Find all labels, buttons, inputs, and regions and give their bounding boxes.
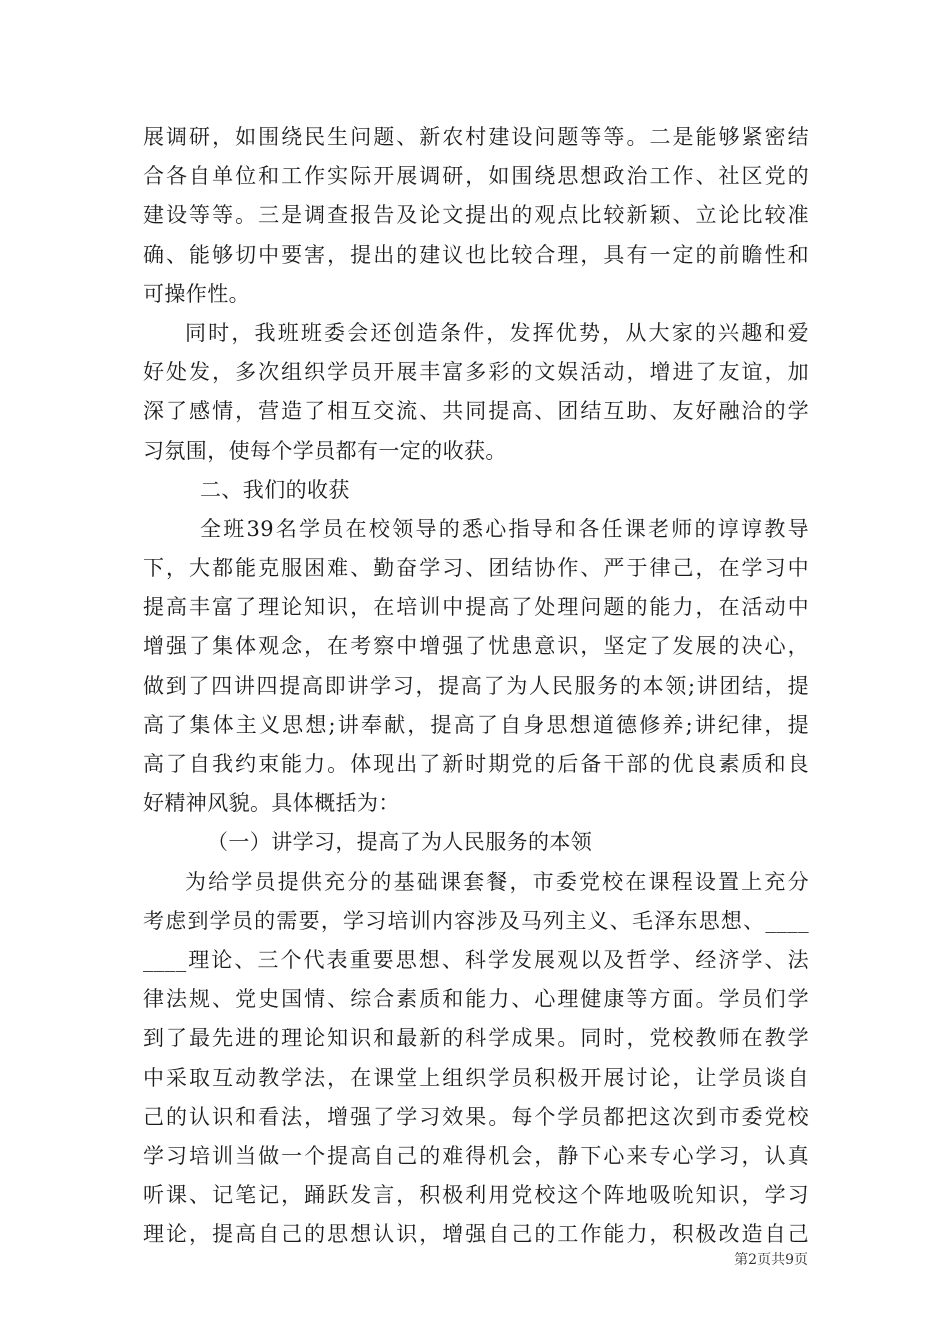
- page-number: 第2页共9页: [734, 1252, 808, 1268]
- text-line: 学习培训当做一个提高自己的难得机会，静下心来专心学习，认真: [143, 1143, 809, 1168]
- text-line: 好处发，多次组织学员开展丰富多彩的文娱活动，增进了友谊，加: [143, 360, 809, 385]
- text-line: 同时，我班班委会还创造条件，发挥优势，从大家的兴趣和爱: [185, 320, 809, 345]
- text-line: 提高丰富了理论知识，在培训中提高了处理问题的能力，在活动中: [143, 595, 809, 620]
- text-line: （一）讲学习，提高了为人民服务的本领: [207, 830, 593, 855]
- text-line: 听课、记笔记，踊跃发言，积极利用党校这个阵地吸吮知识，学习: [143, 1183, 809, 1208]
- text-line: 深了感情，营造了相互交流、共同提高、团结互助、友好融洽的学: [143, 399, 809, 424]
- text-line: 律法规、党史国情、综合素质和能力、心理健康等方面。学员们学: [143, 987, 809, 1012]
- text-line: 做到了四讲四提高即讲学习，提高了为人民服务的本领;讲团结，提: [143, 673, 809, 698]
- text-line: 好精神风貌。具体概括为：: [143, 791, 400, 816]
- text-line: 可操作性。: [143, 281, 250, 306]
- text-line: ____理论、三个代表重要思想、科学发展观以及哲学、经济学、法: [143, 947, 809, 972]
- text-line: 为给学员提供充分的基础课套餐，市委党校在课程设置上充分: [185, 869, 809, 894]
- text-line: 高了自我约束能力。体现出了新时期党的后备干部的优良素质和良: [143, 752, 809, 776]
- text-line: 己的认识和看法，增强了学习效果。每个学员都把这次到市委党校: [143, 1104, 809, 1129]
- text-line: 习氛围，使每个学员都有一定的收获。: [143, 438, 507, 463]
- text-line: 合各自单位和工作实际开展调研，如围绕思想政治工作、社区党的: [143, 164, 809, 189]
- body-text: [143, 118, 809, 1254]
- text-line: 高了集体主义思想;讲奉献，提高了自身思想道德修养;讲纪律，提: [143, 712, 809, 737]
- text-line: 展调研，如围绕民生问题、新农村建设问题等等。二是能够紧密结: [143, 125, 809, 149]
- text-line: 增强了集体观念，在考察中增强了忧患意识，坚定了发展的决心，: [143, 634, 809, 659]
- text-line: 建设等等。三是调查报告及论文提出的观点比较新颖、立论比较准: [143, 203, 809, 228]
- text-line: 二、我们的收获: [200, 477, 350, 502]
- text-line: 确、能够切中要害，提出的建议也比较合理，具有一定的前瞻性和: [143, 242, 809, 267]
- text-line: 下，大都能克服困难、勤奋学习、团结协作、严于律己，在学习中: [143, 556, 809, 581]
- text-line: 考虑到学员的需要，学习培训内容涉及马列主义、毛泽东思想、____: [143, 908, 809, 933]
- text-line: 到了最先进的理论知识和最新的科学成果。同时，党校教师在教学: [143, 1026, 809, 1051]
- text-line: 全班39名学员在校领导的悉心指导和各任课老师的谆谆教导: [200, 516, 809, 541]
- text-line: 理论，提高自己的思想认识，增强自己的工作能力，积极改造自己: [143, 1222, 809, 1247]
- text-line: 中采取互动教学法，在课堂上组织学员积极开展讨论，让学员谈自: [143, 1065, 809, 1090]
